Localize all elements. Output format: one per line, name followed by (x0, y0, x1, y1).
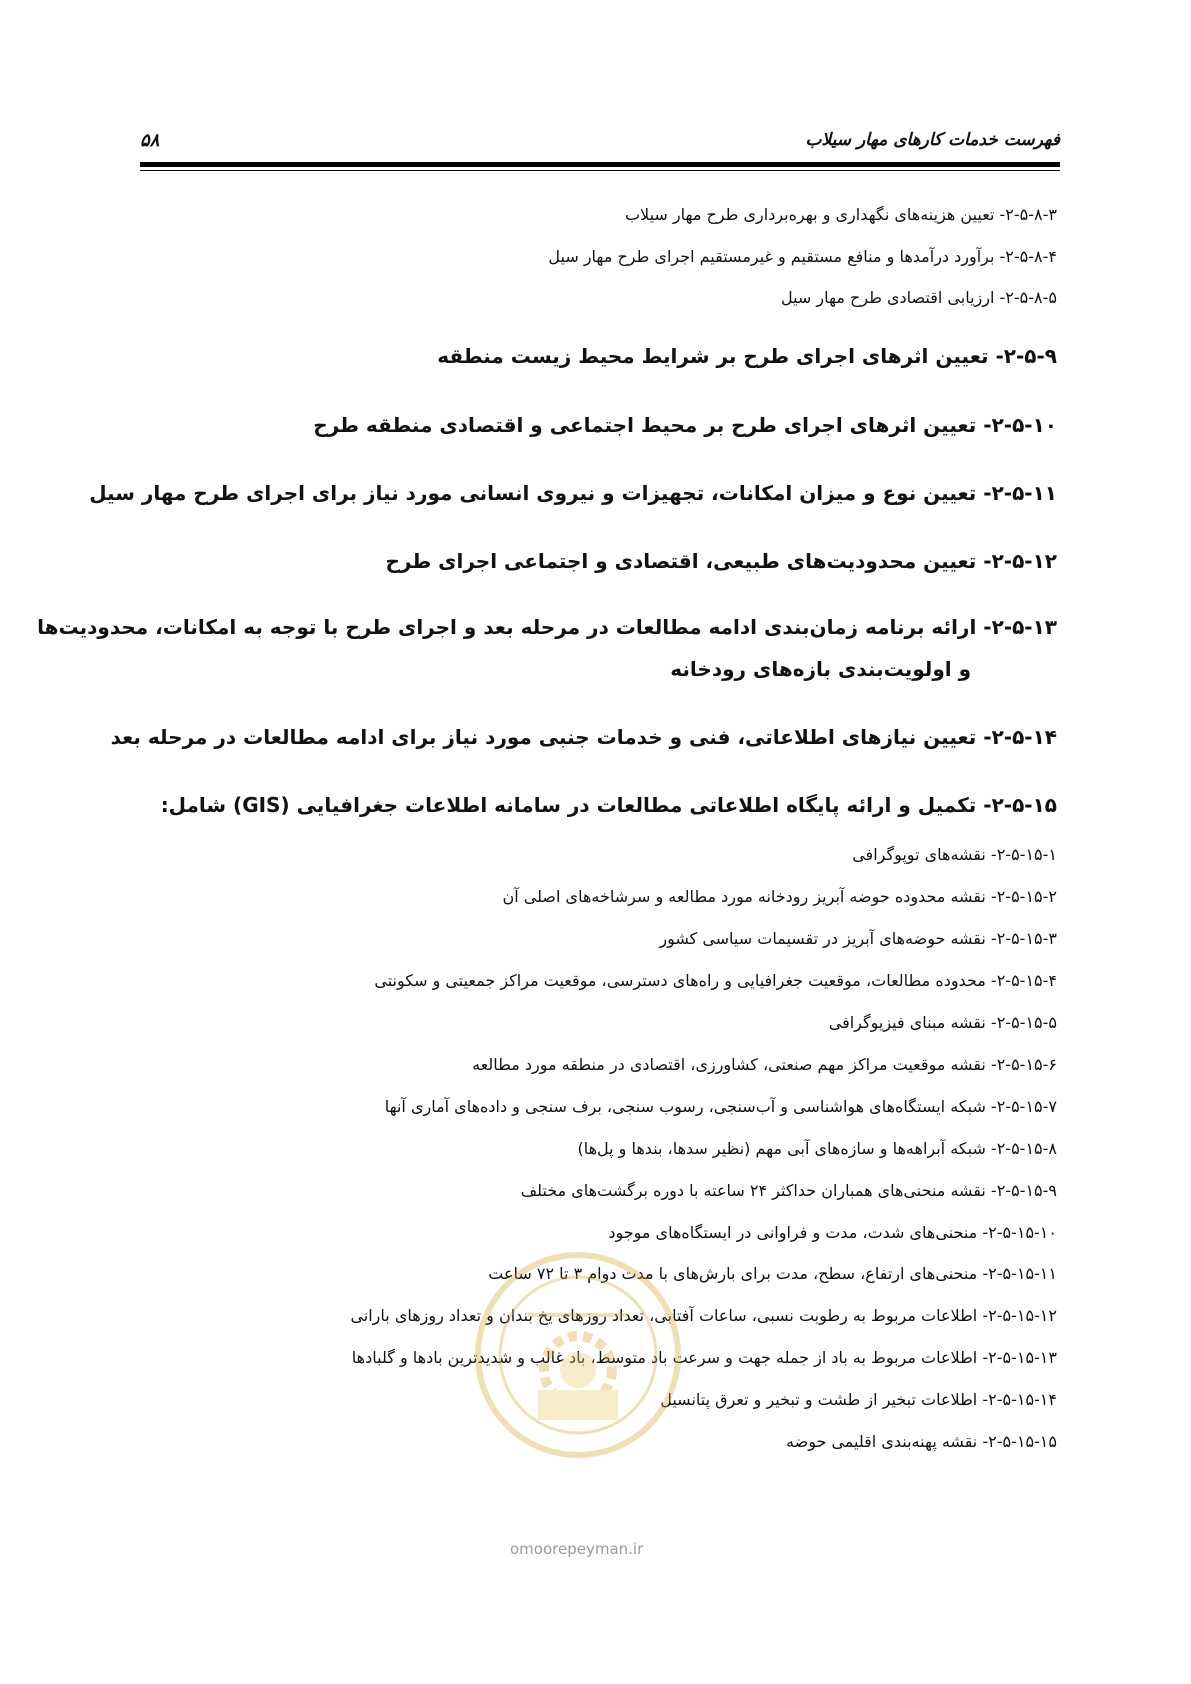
list-item-2-5-15-10: ۲-۵-۱۵-۱۰- منحنی‌های شدت، مدت و فراوانی در ایستگاه‌های موجود (608, 1223, 1057, 1242)
list-item-2-5-15-4: ۲-۵-۱۵-۴- محدوده مطالعات، موقعیت جغرافیایی و راه‌های دسترسی، موقعیت مراکز جمعیتی و سکونتی (374, 971, 1057, 990)
list-item-2-5-15-15: ۲-۵-۱۵-۱۵- نقشه پهنه‌بندی اقلیمی حوضه (786, 1432, 1057, 1451)
header-title: فهرست خدمات کارهای مهار سیلاب (805, 130, 1060, 150)
list-item-2-5-15-8: ۲-۵-۱۵-۸- شبکه آبراهه‌ها و سازه‌های آبی مهم (نظیر سدها، بندها و پل‌ها) (577, 1139, 1057, 1158)
list-item-2-5-15-13: ۲-۵-۱۵-۱۳- اطلاعات مربوط به باد از جمله جهت و سرعت باد متوسط، باد غالب و شدیدترین بادها و گلبادها (351, 1348, 1057, 1367)
list-item-2-5-8-5: ۲-۵-۸-۵- ارزیابی اقتصادی طرح مهار سیل (780, 288, 1057, 307)
list-item-2-5-15-9: ۲-۵-۱۵-۹- نقشه منحنی‌های همباران حداکثر ۲۴ ساعته با دوره برگشت‌های مختلف (520, 1181, 1057, 1200)
watermark-url: omoorepeyman.ir (510, 1540, 644, 1558)
header-rule (140, 162, 1060, 167)
section-heading-2-5-14: ۲-۵-۱۴- تعیین نیازهای اطلاعاتی، فنی و خدمات جنبی مورد نیاز برای ادامه مطالعات در مرحله بعد (110, 725, 1057, 749)
watermark-logo (468, 1240, 688, 1470)
list-item-2-5-8-3: ۲-۵-۸-۳- تعیین هزینه‌های نگهداری و بهره‌برداری طرح مهار سیلاب (624, 205, 1057, 224)
list-item-2-5-15-14: ۲-۵-۱۵-۱۴- اطلاعات تبخیر از طشت و تبخیر و تعرق پتانسیل (660, 1390, 1057, 1409)
list-item-2-5-15-3: ۲-۵-۱۵-۳- نقشه حوضه‌های آبریز در تقسیمات سیاسی کشور (659, 929, 1057, 948)
list-item-2-5-15-11: ۲-۵-۱۵-۱۱- منحنی‌های ارتفاع، سطح، مدت برای بارش‌های با مدت دوام ۳ تا ۷۲ ساعت (488, 1264, 1057, 1283)
list-item-2-5-15-12: ۲-۵-۱۵-۱۲- اطلاعات مربوط به رطوبت نسبی، ساعات آفتابی، تعداد روزهای یخ بندان و تعداد روزهای بارانی (350, 1306, 1057, 1325)
section-heading-2-5-9: ۲-۵-۹- تعیین اثرهای اجرای طرح بر شرایط محیط زیست منطقه (437, 344, 1057, 368)
section-heading-2-5-12: ۲-۵-۱۲- تعیین محدودیت‌های طبیعی، اقتصادی و اجتماعی اجرای طرح (385, 549, 1057, 573)
list-item-2-5-15-5: ۲-۵-۱۵-۵- نقشه مبنای فیزیوگرافی (828, 1013, 1057, 1032)
section-heading-2-5-15: ۲-۵-۱۵- تکمیل و ارائه پایگاه اطلاعاتی مطالعات در سامانه اطلاعات جغرافیایی (GIS) شامل: (160, 793, 1057, 817)
section-heading-2-5-13-continued: و اولویت‌بندی بازه‌های رودخانه (670, 657, 971, 681)
page-number: ۵۸ (140, 130, 160, 151)
list-item-2-5-15-7: ۲-۵-۱۵-۷- شبکه ایستگاه‌های هواشناسی و آب‌سنجی، رسوب سنجی، برف سنجی و داده‌های آماری آنها (384, 1097, 1057, 1116)
section-heading-2-5-13: ۲-۵-۱۳- ارائه برنامه زمان‌بندی ادامه مطالعات در مرحله بعد و اجرای طرح با توجه به امکانات، محدودیت‌ها (37, 615, 1057, 639)
header-rule-thin (140, 170, 1060, 171)
section-heading-2-5-11: ۲-۵-۱۱- تعیین نوع و میزان امکانات، تجهیزات و نیروی انسانی مورد نیاز برای اجرای طرح مهار سیل (89, 481, 1057, 505)
list-item-2-5-8-4: ۲-۵-۸-۴- برآورد درآمدها و منافع مستقیم و غیرمستقیم اجرای طرح مهار سیل (548, 247, 1057, 266)
list-item-2-5-15-6: ۲-۵-۱۵-۶- نقشه موقعیت مراکز مهم صنعتی، کشاورزی، اقتصادی در منطقه مورد مطالعه (472, 1055, 1057, 1074)
list-item-2-5-15-2: ۲-۵-۱۵-۲- نقشه محدوده حوضه آبریز رودخانه مورد مطالعه و سرشاخه‌های اصلی آن (502, 887, 1057, 906)
list-item-2-5-15-1: ۲-۵-۱۵-۱- نقشه‌های توپوگرافی (852, 845, 1057, 864)
section-heading-2-5-10: ۲-۵-۱۰- تعیین اثرهای اجرای طرح بر محیط اجتماعی و اقتصادی منطقه طرح (313, 413, 1057, 437)
